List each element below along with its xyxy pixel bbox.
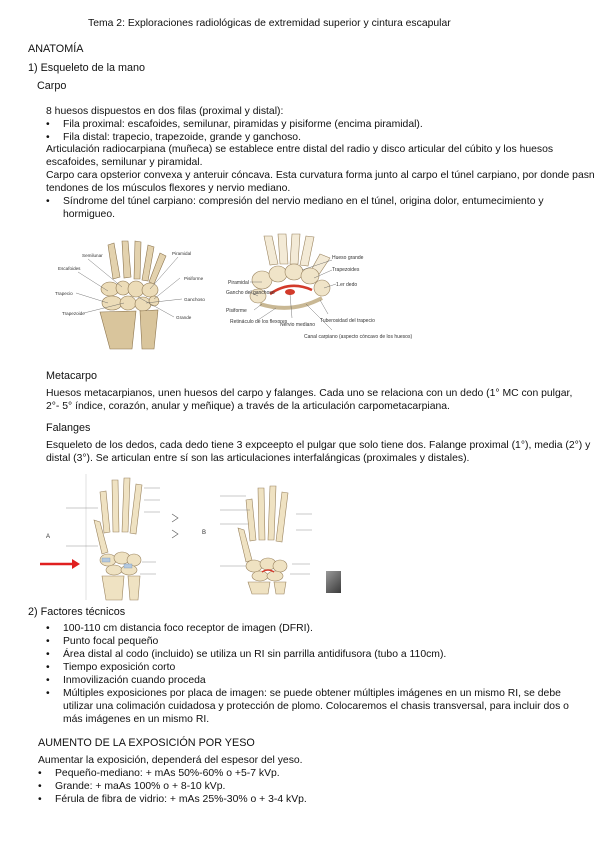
carpo-intro: 8 huesos dispuestos en dos filas (proximal y distal): bbox=[46, 106, 284, 117]
figure-label: Hueso grande bbox=[332, 255, 364, 261]
page-header: Tema 2: Exploraciones radiológicas de extremidad superior y cintura escapular bbox=[88, 18, 451, 29]
metacarpo-paragraph: Huesos metacarpianos, unen huesos del carpo y falanges. Cada uno se relaciona con un dedo (1° MC con pulgar, 2°- 5° índice, corazón, anular y meñique) a través de la articulación carpometacarpiana. bbox=[46, 388, 573, 412]
falanges-paragraph: Esqueleto de los dedos, cada dedo tiene 3 expceepto el pulgar que solo tiene dos. Falange proximal (1°), media (2°) y distal (3°). Se articulan entre sí son las articulaciones interfalángicas (proximales y distales). bbox=[46, 440, 591, 464]
figure-label: Pisiforme bbox=[184, 276, 204, 281]
figure-label: Gancho del ganchoso bbox=[226, 290, 275, 296]
carpo-paragraph-1: Articulación radiocarpiana (muñeca) se establece entre distal del radio y disco articular del cúbito y los huesos escafoides, semilunar y piramidal. bbox=[46, 144, 554, 168]
carpal-tunnel-figure bbox=[224, 234, 413, 356]
list-item: • Síndrome del túnel carpiano: compresión del nervio mediano en el túnel, origina dolor, entumecimiento y hormigueo. bbox=[46, 195, 576, 221]
carpo-bullets bbox=[46, 118, 591, 144]
carpo-paragraph-2: Carpo cara opsterior convexa y anteruir cóncava. Esta curvatura forma junto al carpo el túnel carpiano, por donde pasn tendones de los músculos flexores y nervio mediano. bbox=[46, 170, 595, 194]
technical-factors-list bbox=[46, 622, 591, 726]
figure-label: Pisiforme bbox=[226, 308, 247, 314]
figure-label: Piramidal bbox=[172, 251, 192, 256]
figure-label: Nervio mediano bbox=[280, 322, 316, 328]
list-item: • Férula de fibra de vidrio: + mAs 25%-30% o + 3-4 kVp. bbox=[38, 793, 578, 806]
list-item: • Múltiples exposiciones por placa de imagen: se puede obtener múltiples imágenes en un mismo RI, se debe utilizar una colimación cuidadosa y protección de plomo. Colocaremos el chasis transversal, para incluir dos o más imágenes en un mismo RI. bbox=[46, 687, 591, 726]
list-item: • Pequeño-mediano: + mAs 50%-60% o +5-7 kVp. bbox=[38, 767, 578, 780]
figure-label: 1.er dedo bbox=[336, 282, 358, 288]
figure-label: Piramidal bbox=[228, 280, 249, 286]
figure-label: Retináculo de los flexores bbox=[230, 319, 288, 325]
section3-heading: AUMENTO DE LA EXPOSICIÓN POR YESO bbox=[38, 737, 255, 749]
list-item: • 100-110 cm distancia foco receptor de imagen (DFRI). bbox=[46, 622, 591, 635]
list-item: • Inmovilización cuando proceda bbox=[46, 674, 591, 687]
figure-label: Semilunar bbox=[82, 253, 103, 258]
list-item: • Área distal al codo (incluido) se utiliza un RI sin parrilla antidifusora (tubo a 110cm). bbox=[46, 648, 591, 661]
carpo-bullet-tunnel bbox=[46, 195, 576, 221]
figure-label: Escafoides bbox=[58, 266, 81, 271]
carpo-title: Carpo bbox=[37, 80, 67, 92]
figure-label: Ganchoso bbox=[184, 297, 205, 302]
list-item: • Fila proximal: escafoides, semilunar, piramidas y pisiforme (encima piramidal). bbox=[46, 118, 591, 131]
carpal-bones-figure bbox=[50, 237, 220, 352]
section2-heading: 2) Factores técnicos bbox=[28, 606, 126, 618]
figure-marker-b: B bbox=[202, 530, 207, 536]
list-item: • Tiempo exposición corto bbox=[46, 661, 591, 674]
section-title: ANATOMÍA bbox=[28, 43, 84, 55]
xray-thumbnail bbox=[326, 571, 341, 593]
figure-label: Canal carpiano (aspecto cóncavo de los huesos) bbox=[304, 334, 413, 340]
metacarpo-title: Metacarpo bbox=[46, 370, 98, 382]
figure-label: Grande bbox=[176, 315, 192, 320]
figure-marker-a: A bbox=[46, 534, 51, 540]
list-item: • Punto focal pequeño bbox=[46, 635, 591, 648]
cast-exposure-list bbox=[38, 767, 578, 806]
falanges-title: Falanges bbox=[46, 422, 91, 434]
list-item: • Grande: + maAs 100% o + 8-10 kVp. bbox=[38, 780, 578, 793]
figure-label: Trapezoides bbox=[332, 267, 360, 273]
figure-label: Trapecio bbox=[55, 291, 73, 296]
figure-label: Tuberosidad del trapecio bbox=[320, 318, 375, 324]
section1-heading: 1) Esqueleto de la mano bbox=[28, 62, 146, 74]
hand-skeleton-figure bbox=[36, 474, 196, 600]
section3-intro: Aumentar la exposición, dependerá del espesor del yeso. bbox=[38, 755, 303, 766]
list-item: • Fila distal: trapecio, trapezoide, grande y ganchoso. bbox=[46, 131, 591, 144]
figure-label: Trapezoide bbox=[62, 311, 85, 316]
hand-skeleton-palmar-figure bbox=[200, 484, 346, 594]
